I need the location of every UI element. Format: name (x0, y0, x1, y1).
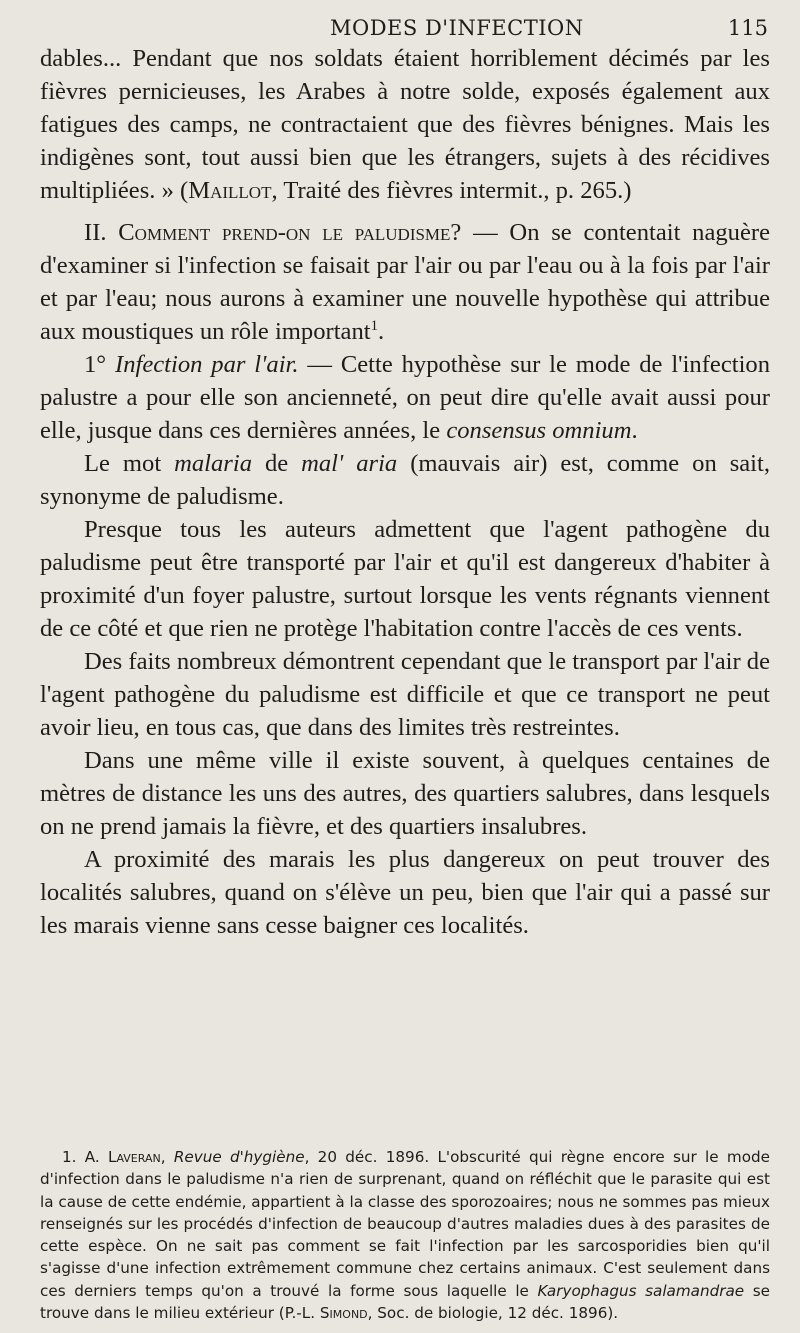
page-number: 115 (727, 16, 768, 40)
running-head: MODES D'INFECTION (330, 16, 584, 40)
footnote-ref: 1 (370, 317, 378, 334)
section-heading-paragraph: II. Comment prend-on le paludisme? — On se contentait naguère d'examiner si l'infection se faisait par l'air ou par l'eau ou à la fois par l'air et par l'eau; nous aurons à examiner une nouvelle hypothèse qui attribue aux moustiques un rôle important$^1$. (40, 219, 770, 345)
subsection-paragraph: 1° Infection par l'air. — Cette hypothèse sur le mode de l'infection palustre a pour elle son ancienneté, on peut dire qu'elle avait aussi pour elle, jusque dans ces dernières années, le consensus omnium. (40, 351, 770, 444)
paragraph: Presque tous les auteurs admettent que l'agent pathogène du paludisme peut être transporté par l'air et qu'il est dangereux d'habiter à proximité d'un foyer palustre, surtout lorsque les vents régnants viennent de ce côté et que rien ne protège l'habitation contre l'accès de ces vents. (40, 516, 770, 642)
paragraph: A proximité des marais les plus dangereux on peut trouver des localités salubres, quand on s'élève un peu, bien que l'air qui a passé sur les marais vienne sans cesse baigner ces localités. (40, 846, 770, 939)
paragraph: Dans une même ville il existe souvent, à quelques centaines de mètres de distance les uns des autres, des quartiers salubres, dans lesquels on ne prend jamais la fièvre, et des quartiers insalubres. (40, 747, 770, 840)
subsection-title: Infection par l'air. (115, 351, 299, 378)
main-text (40, 42, 770, 942)
author-name: Maillot (188, 177, 272, 204)
paragraph-continued: dables... Pendant que nos soldats étaient horriblement décimés par les fièvres pernicieuses, les Arabes à notre solde, exposés également aux fatigues des camps, ne contractaient que des fièvres bénignes. Mais les indigènes sont, tout aussi bien que les étrangers, sujets à des récidives multipliées. » (Maillot, Traité des fièvres intermit., p. 265.) (40, 45, 770, 204)
paragraph: Le mot malaria de mal' aria (mauvais air) est, comme on sait, synonyme de paludisme. (40, 450, 770, 510)
section-title: Comment prend-on le paludisme? — (118, 219, 498, 246)
footnotes (40, 1146, 770, 1324)
footnote: 1. A. Laveran, Revue d'hygiène, 20 déc. 1896. L'obscurité qui règne encore sur le mode d'infection dans le paludisme n'a rien de surprenant, quand on réfléchit que le parasite qui est la cause de cette endémie, appartient à la classe des sporozoaires; nous ne sommes pas mieux renseignés sur les procédés d'infection de beaucoup d'autres maladies dues à des parasites de cette espèce. On ne sait pas comment se fait l'infection par les sarcosporidies bien qu'il s'agisse d'une infection extrêmement commune chez certains animaux. C'est seulement dans ces derniers temps qu'on a trouvé la forme sous laquelle le Karyophagus salamandrae se trouve dans le milieu extérieur (P.-L. Simond, Soc. de biologie, 12 déc. 1896). (40, 1148, 771, 1323)
paragraph: Des faits nombreux démontrent cependant que le transport par l'air de l'agent pathogène du paludisme est difficile et que ce transport ne peut avoir lieu, en tous cas, que dans des limites très restreintes. (40, 648, 770, 741)
section-number: II. (84, 219, 119, 246)
